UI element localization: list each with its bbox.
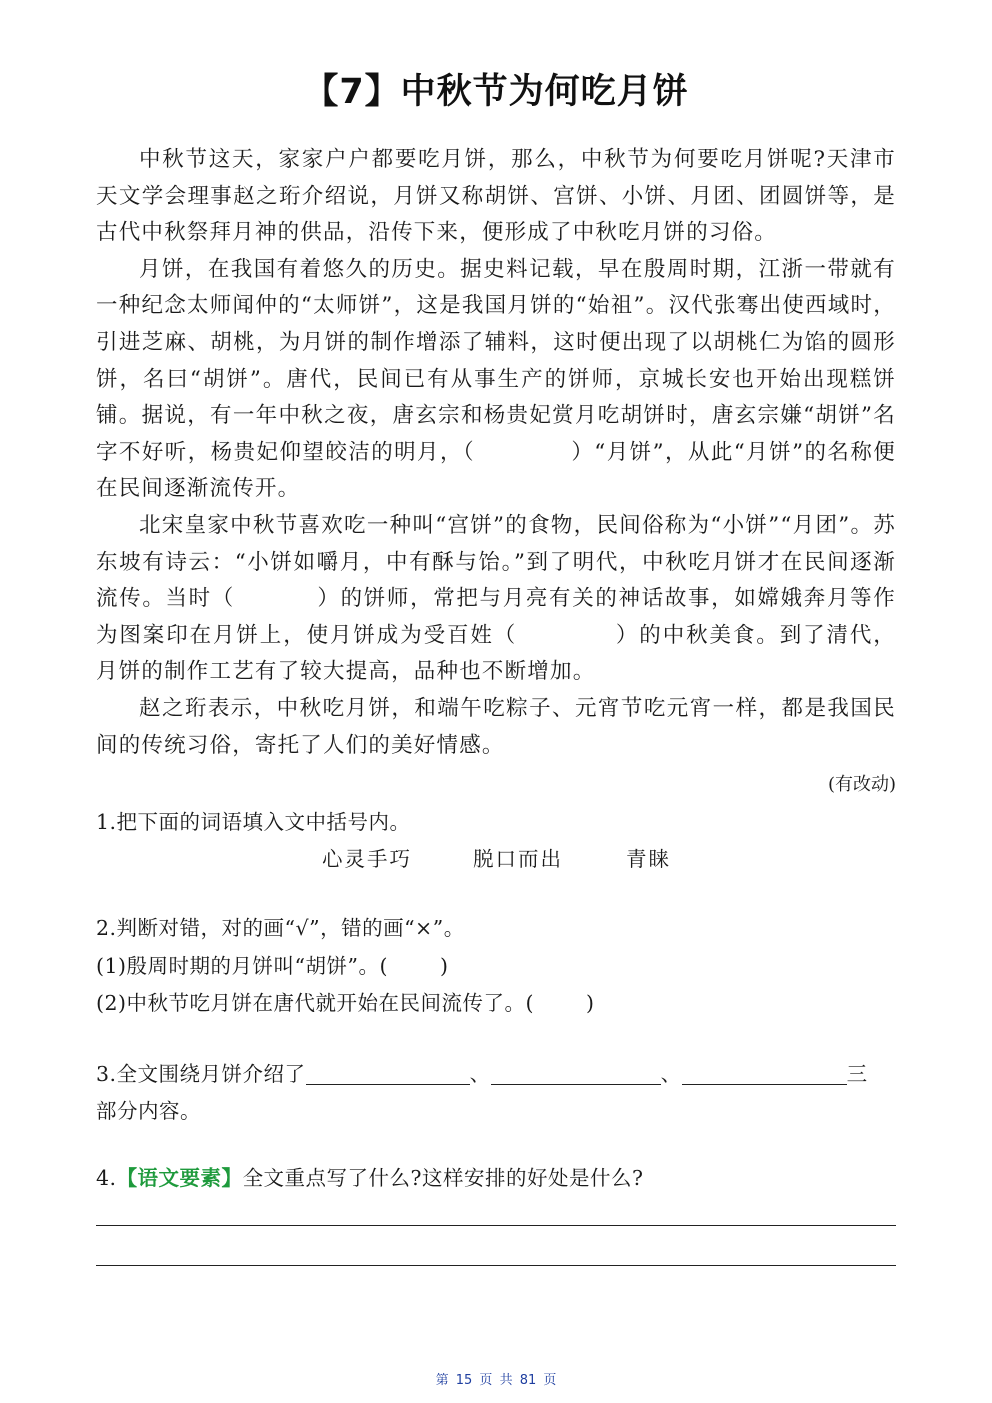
word-option-3: 青睐 <box>626 847 671 871</box>
question-2-item-2 <box>96 985 595 1021</box>
word-option-1: 心灵手巧 <box>322 847 412 871</box>
paragraph-3-part-c: ）的中秋美食。到了清代，月饼的制作工艺有了较大提高，品种也不断增加。 <box>96 622 896 685</box>
answer-line-4b[interactable] <box>96 1265 896 1266</box>
question-4-number: 4. <box>96 1166 117 1190</box>
paragraph-3-part-a: 北宋皇家中秋节喜欢吃一种叫“宫饼”的食物，民间俗称为“小饼”“月团”。苏东坡有诗云：“小饼如嚼月，中有酥与饴。”到了明代，中秋吃月饼才在民间逐渐流传。当时（ <box>96 512 896 612</box>
answer-line-4a[interactable] <box>96 1225 896 1226</box>
paragraph-3 <box>96 508 896 691</box>
question-4 <box>96 1160 644 1196</box>
source-note: (有改动) <box>827 774 896 795</box>
question-3-sep-2: 、 <box>660 1062 682 1086</box>
item-1-close: ) <box>440 954 449 978</box>
question-3-prefix: 3.全文围绕月饼介绍了 <box>96 1062 306 1086</box>
question-3-line-2: 部分内容。 <box>96 1099 201 1123</box>
question-3-suffix: 三 <box>846 1062 868 1086</box>
question-2-item-1 <box>96 948 449 984</box>
reading-passage <box>96 142 896 764</box>
question-3-sep-1: 、 <box>469 1062 491 1086</box>
page-title: 【7】中秋节为何吃月饼 <box>303 72 689 112</box>
paragraph-2 <box>96 252 896 508</box>
question-1: 1.把下面的词语填入文中括号内。 <box>96 810 411 834</box>
answer-line-3a[interactable] <box>306 1064 470 1085</box>
paragraph-2-part-a: 月饼，在我国有着悠久的历史。据史料记载，早在殷周时期，江浙一带就有一种纪念太师闻仲的“太师饼”，这是我国月饼的“始祖”。汉代张骞出使西域时，引进芝麻、胡桃，为月饼的制作增添了辅料，这时便出现了以胡桃仁为馅的圆形饼，名曰“胡饼”。唐代，民间已有从事生产的饼师，京城长安也开始出现糕饼铺。据说，有一年中秋之夜，唐玄宗和杨贵妃赏月吃胡饼时，唐玄宗嫌“胡饼”名字不好听，杨贵妃仰望皎洁的明月，（ <box>96 256 896 465</box>
item-2-close: ) <box>586 991 595 1015</box>
item-2-text: (2)中秋节吃月饼在唐代就开始在民间流传了。( <box>96 991 535 1015</box>
page-footer: 第 15 页 共 81 页 <box>435 1373 557 1388</box>
word-option-2: 脱口而出 <box>473 847 563 871</box>
paragraph-3-part-b: ）的饼师，常把与月亮有关的神话故事，如嫦娥奔月等作为图案印在月饼上，使月饼成为受百姓（ <box>96 586 896 648</box>
paragraph-1: 中秋节这天，家家户户都要吃月饼，那么，中秋节为何要吃月饼呢?天津市天文学会理事赵之珩介绍说，月饼又称胡饼、宫饼、小饼、月团、团圆饼等，是古代中秋祭拜月神的供品，沿传下来，便形成了中秋吃月饼的习俗。 <box>96 147 896 246</box>
question-4-tag: 【语文要素】 <box>116 1166 243 1190</box>
paragraph-4: 赵之珩表示，中秋吃月饼，和端午吃粽子、元宵节吃元宵一样，都是我国民间的传统习俗，寄托了人们的美好情感。 <box>96 695 896 758</box>
paragraph-2-part-b: ）“月饼”，从此“月饼”的名称便在民间逐渐流传开。 <box>96 439 896 502</box>
question-4-text: 全文重点写了什么?这样安排的好处是什么? <box>242 1166 644 1190</box>
item-1-text: (1)殷周时期的月饼叫“胡饼”。( <box>96 954 388 978</box>
question-3 <box>96 1056 896 1092</box>
answer-line-3c[interactable] <box>682 1064 847 1085</box>
answer-line-3b[interactable] <box>491 1064 661 1085</box>
question-2: 2.判断对错，对的画“√”，错的画“×”。 <box>96 916 465 940</box>
